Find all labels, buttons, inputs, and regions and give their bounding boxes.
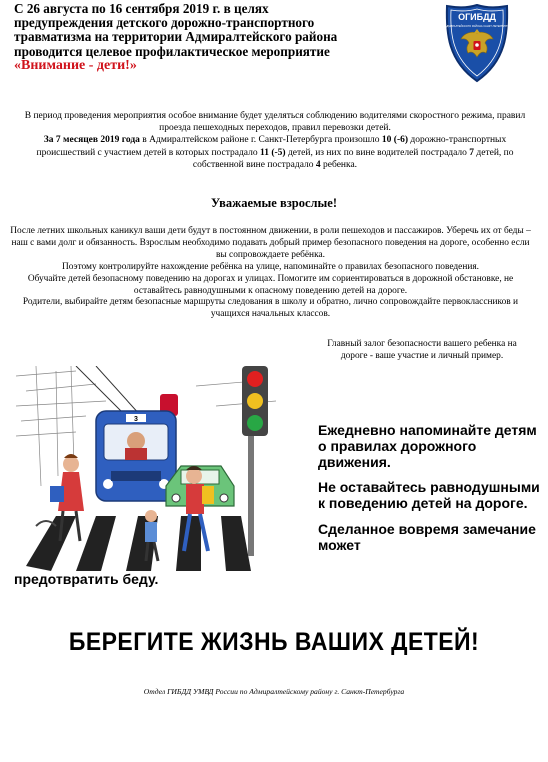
- headline-line-3: травматизма на территории Адмиралтейского района: [14, 29, 338, 45]
- logo-subtitle: АДМИРАЛТЕЙСКОГО РАЙОНА САНКТ-ПЕТЕРБУРГА: [444, 25, 510, 28]
- advice-paragraph-2: Поэтому контролируйте нахождение ребёнка на улице, напоминайте о правилах безопасного поведения.: [61, 261, 480, 272]
- slogan: БЕРЕГИТЕ ЖИЗНЬ ВАШИХ ДЕТЕЙ!: [68, 628, 480, 656]
- stats-injured: 11 (-5): [259, 147, 286, 158]
- headline-line-1: С 26 августа по 16 сентября 2019 г. в целях: [14, 1, 269, 16]
- stats-text-e: детей, из них по вине водителей пострадало: [285, 147, 470, 158]
- intro-paragraph-2: [22, 134, 528, 171]
- advice-paragraph-1: После летних школьных каникул ваши дети будут в постоянном движении, в роли пешеходов и пассажиров. Уберечь их от беды – наш с вами долг и обязанность. Взрослым необходимо подавать добрый пример безопасного поведения на дороге, особенно если вы сопровождаете ребёнка.: [10, 226, 531, 260]
- stats-text-g: детей, по собственной вине пострадало: [192, 147, 514, 170]
- headline-line-4: проводится целевое профилактическое мероприятие: [14, 43, 330, 59]
- stats-text-i: ребенка.: [320, 159, 358, 170]
- headline-line-2: предупреждения детского дорожно-транспортного: [14, 15, 315, 31]
- stats-text-a: в Адмиралтейском районе г. Санкт-Петербурга произошло: [139, 135, 382, 146]
- crosswalk-stripes: [26, 516, 251, 571]
- intro-paragraph-1: В период проведения мероприятия особое внимание будет уделяться соблюдению водителями скоростного режима, правил проезда пешеходных переходов, правил перевозки детей.: [24, 111, 526, 134]
- trolleybus-icon: [76, 366, 176, 501]
- stats-accidents: 10 (-6): [381, 135, 409, 146]
- reminder-3-end: предотвратить беду.: [14, 571, 159, 587]
- reminders-block: [318, 423, 542, 564]
- section-heading: Уважаемые взрослые!: [211, 196, 337, 210]
- advice-paragraph-3: Обучайте детей безопасному поведению на дорогах и улицах. Помогите им сориентироваться в дорожной обстановке, не оставайтесь равнодушными к опасному поведению детей на дороге.: [27, 273, 514, 296]
- stats-own-fault: 4: [315, 159, 321, 170]
- intro-text: [22, 110, 528, 171]
- advice-text: [8, 226, 533, 321]
- reminder-2: Не оставайтесь равнодушными к поведению детей на дороге.: [318, 479, 540, 512]
- reminder-1: Ежедневно напоминайте детям о правилах дорожного движения.: [318, 422, 537, 470]
- headline: [14, 2, 434, 73]
- crosswalk-illustration: [16, 366, 300, 574]
- stats-text-c: дорожно-транспортных происшествий с участием детей в которых пострадало: [36, 135, 507, 158]
- pledge-text: Главный залог безопасности вашего ребенка на дороге - ваше участие и личный пример.: [327, 339, 517, 361]
- girl-figure-icon: [36, 454, 84, 541]
- advice-paragraph-4: Родители, выбирайте детям безопасные маршруты следования в школу и обратно, лично сопровождайте первоклассников и учащихся начальных классов.: [22, 297, 519, 320]
- reminder-3: Сделанное вовремя замечание может: [318, 520, 536, 553]
- stats-driver-fault: 7: [469, 147, 475, 158]
- bus-route-number: 3: [134, 416, 138, 423]
- campaign-title: «Внимание - дети!»: [14, 57, 137, 73]
- logo-title: ОГИБДД: [458, 12, 496, 22]
- ogibdd-logo: [444, 3, 510, 83]
- stats-period: За 7 месяцев 2019 года: [43, 135, 140, 146]
- footer-signature: Отдел ГИБДД УМВД России по Адмиралтейскому району г. Санкт-Петербурга: [143, 687, 405, 696]
